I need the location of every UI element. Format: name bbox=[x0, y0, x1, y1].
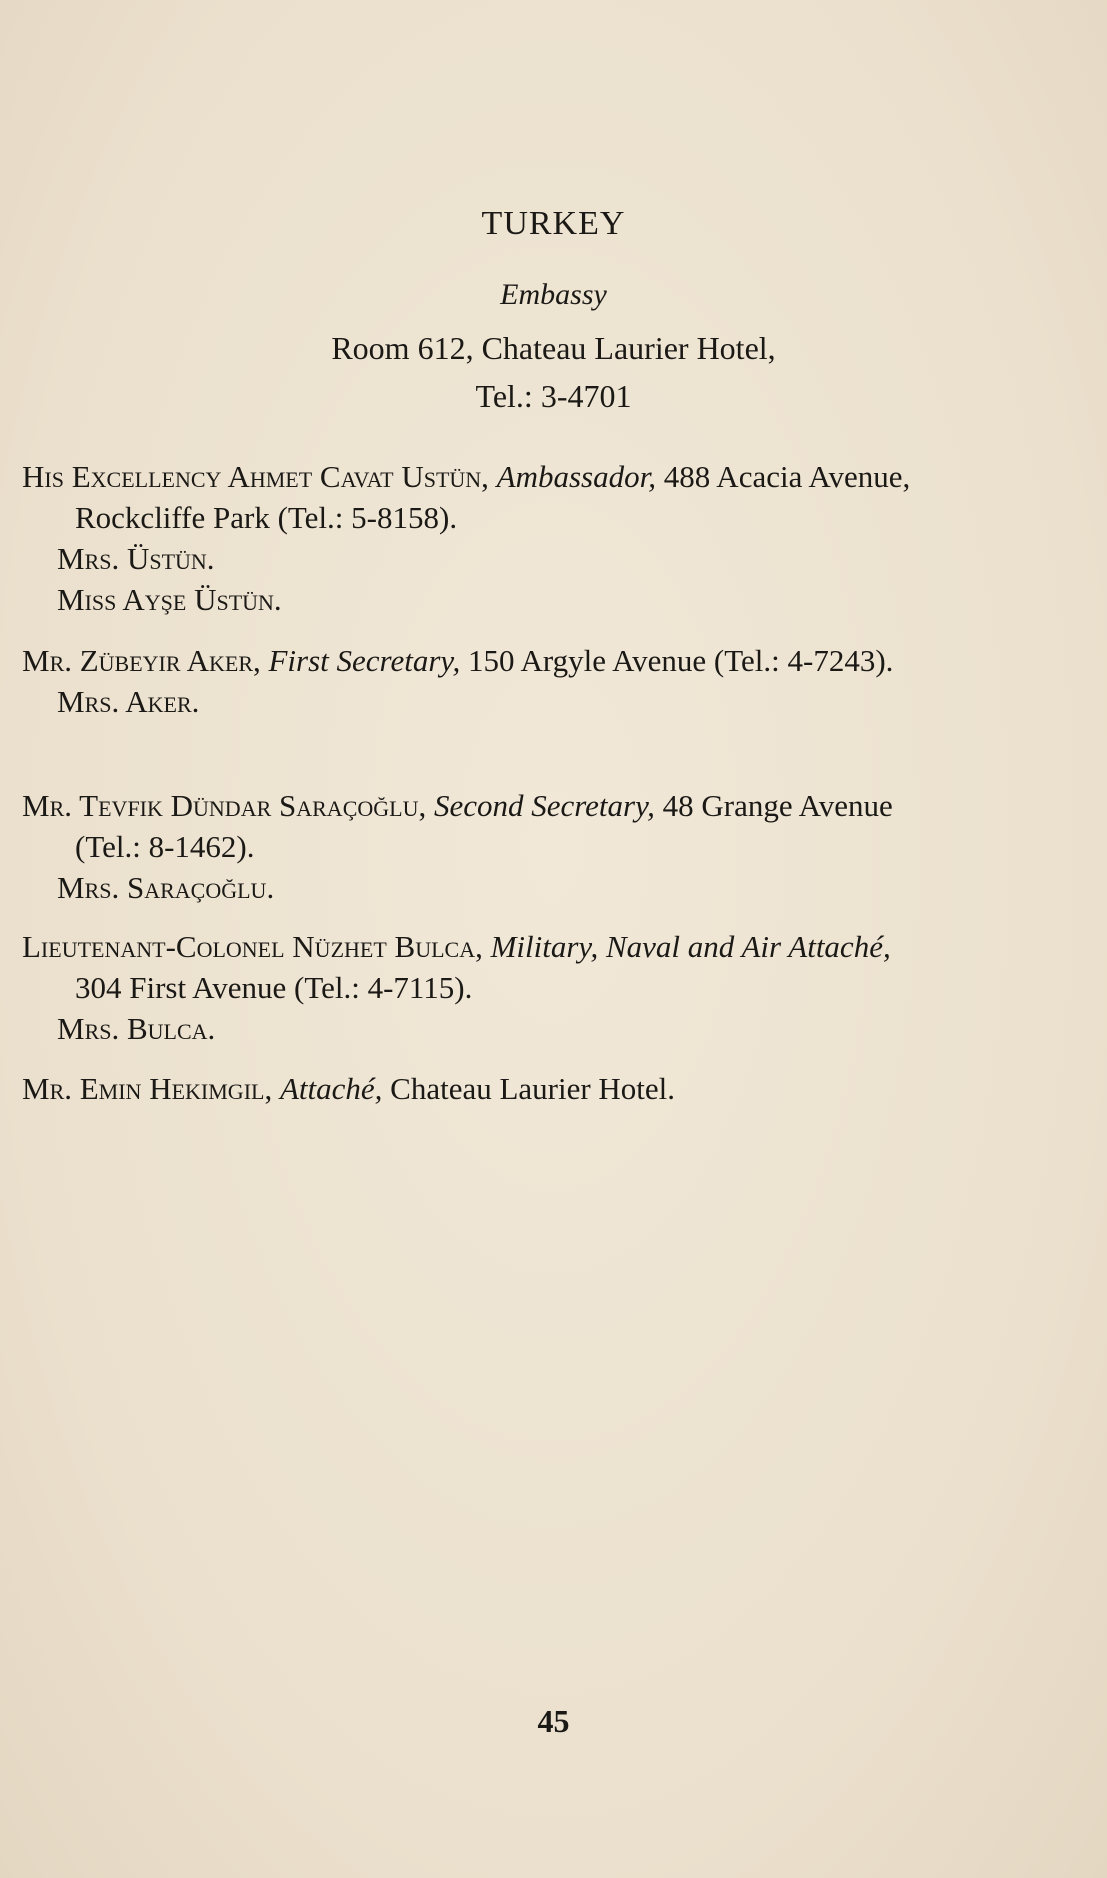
entry-main-line bbox=[22, 926, 932, 1008]
staff-name: His Excellency Ahmet Cavat Ustün, bbox=[22, 459, 489, 494]
staff-title: Military, Naval and Air Attaché, bbox=[490, 929, 891, 964]
entry-main-line bbox=[22, 640, 932, 681]
family-member: Miss Ayşe Üstün. bbox=[57, 582, 282, 617]
staff-entry bbox=[22, 1068, 932, 1109]
staff-name: Mr. Emin Hekimgil, bbox=[22, 1071, 273, 1106]
family-member: Mrs. Üstün. bbox=[57, 541, 215, 576]
staff-entry bbox=[22, 785, 932, 908]
staff-details: 488 Acacia Avenue, Rockcliffe Park (Tel.: 5-8158). bbox=[75, 459, 911, 535]
staff-details: 48 Grange Avenue (Tel.: 8-1462). bbox=[75, 788, 893, 864]
family-member: Mrs. Bulca. bbox=[57, 1011, 216, 1046]
staff-entry bbox=[22, 926, 932, 1049]
embassy-address: Room 612, Chateau Laurier Hotel, bbox=[331, 330, 776, 366]
entry-main-line bbox=[22, 785, 932, 867]
staff-title: Second Secretary, bbox=[433, 788, 655, 823]
family-member: Mrs. Saraçoğlu. bbox=[57, 870, 275, 905]
staff-title: First Secretary, bbox=[268, 643, 461, 678]
staff-entry bbox=[22, 640, 932, 722]
staff-name: Lieutenant-Colonel Nüzhet Bulca, bbox=[22, 929, 483, 964]
country-heading: TURKEY bbox=[481, 205, 626, 242]
embassy-telephone: Tel.: 3-4701 bbox=[475, 378, 632, 414]
staff-title: Ambassador, bbox=[496, 459, 657, 494]
section-heading: Embassy bbox=[500, 278, 607, 311]
family-member: Mrs. Aker. bbox=[57, 684, 200, 719]
staff-name: Mr. Tevfik Dündar Saraçoğlu, bbox=[22, 788, 427, 823]
staff-details: Chateau Laurier Hotel. bbox=[390, 1071, 676, 1106]
staff-details: 150 Argyle Avenue (Tel.: 4-7243). bbox=[467, 643, 894, 678]
entry-main-line bbox=[22, 1068, 932, 1109]
staff-entry bbox=[22, 456, 932, 620]
page-number: 45 bbox=[537, 1703, 570, 1739]
entry-main-line bbox=[22, 456, 932, 538]
staff-name: Mr. Zübeyir Aker, bbox=[22, 643, 261, 678]
staff-title: Attaché, bbox=[279, 1071, 383, 1106]
staff-details: 304 First Avenue (Tel.: 4-7115). bbox=[75, 970, 473, 1005]
